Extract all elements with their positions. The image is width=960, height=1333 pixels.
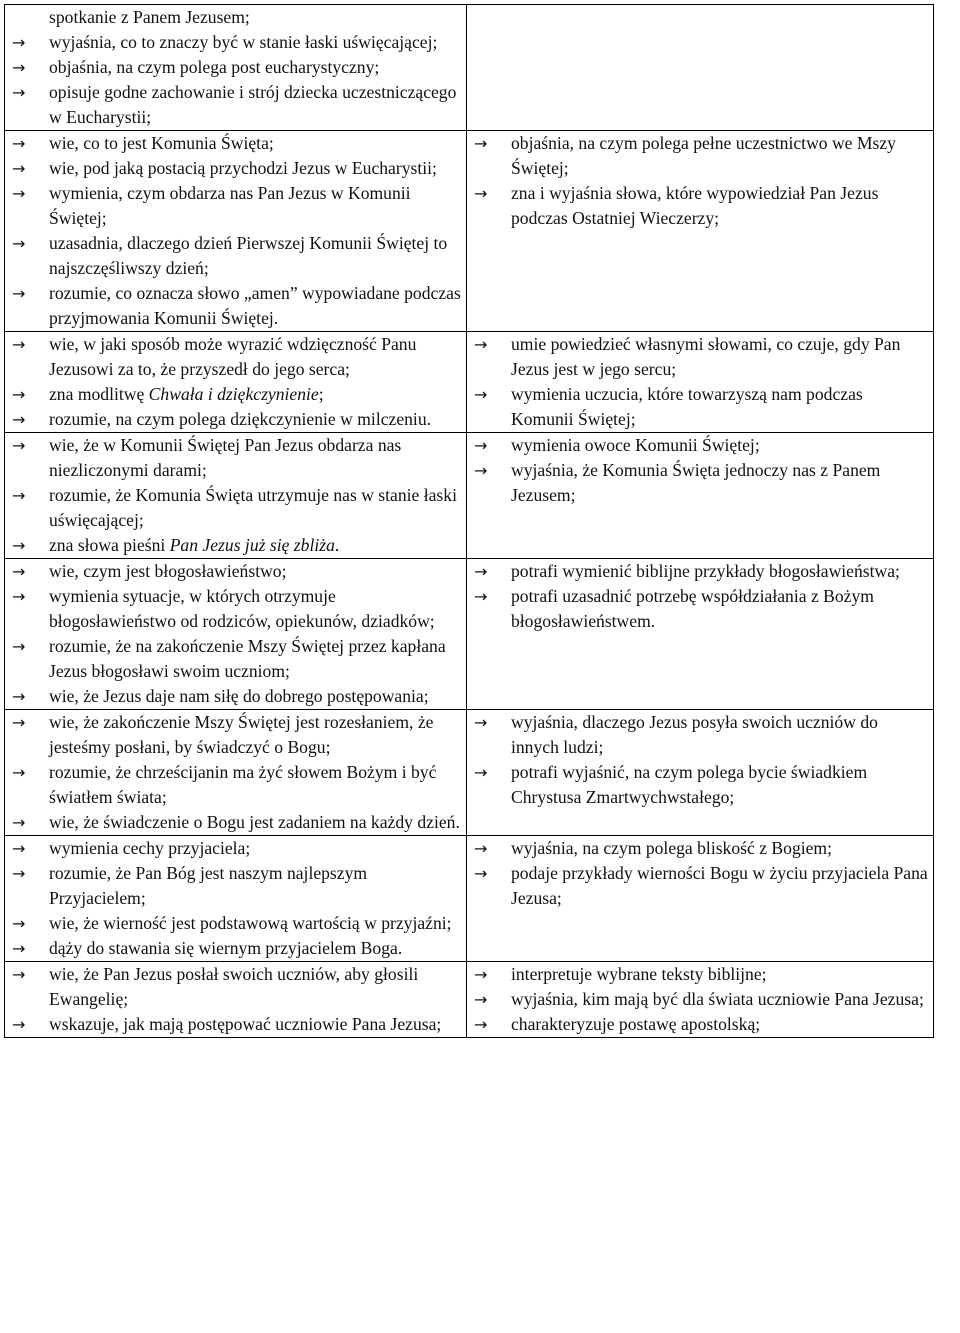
list-item [12,156,462,181]
arrow-bullet-icon: → [12,436,26,455]
item-text: dąży do stawania się wiernym przyjacielem Boga. [49,938,403,958]
list-item [12,30,462,55]
table-row [5,836,934,962]
requirements-cell-basic [5,433,467,559]
requirements-list [474,710,929,810]
item-text: podaje przykłady wierności Bogu w życiu przyjaciela Pana Jezusa; [511,863,928,908]
arrow-bullet-icon: → [12,184,26,203]
requirements-cell-basic [5,5,467,131]
item-text: objaśnia, na czym polega post eucharystyczny; [49,57,380,77]
item-text: wie, że świadczenie o Bogu jest zadaniem na każdy dzień. [49,812,460,832]
list-item [12,533,462,558]
table-row [5,433,934,559]
requirements-list [12,559,462,709]
list-item [12,5,462,30]
list-item [474,962,929,987]
requirements-list [12,710,462,835]
item-text: potrafi wyjaśnić, na czym polega bycie świadkiem Chrystusa Zmartwychwstałego; [511,762,868,807]
arrow-bullet-icon: → [12,914,26,933]
curriculum-table-body [5,5,934,1038]
arrow-bullet-icon: → [12,864,26,883]
arrow-bullet-icon: → [474,763,488,782]
arrow-bullet-icon: → [474,713,488,732]
arrow-bullet-icon: → [474,864,488,883]
table-row [5,962,934,1038]
list-item [12,483,462,533]
list-item [474,987,929,1012]
table-row [5,559,934,710]
list-item [12,684,462,709]
table-row [5,332,934,433]
item-text: wie, że wierność jest podstawową wartością w przyjaźni; [49,913,452,933]
item-text: wyjaśnia, kim mają być dla świata uczniowie Pana Jezusa; [511,989,924,1009]
table-row [5,710,934,836]
list-item [12,433,462,483]
list-item [474,181,929,231]
requirements-list [12,332,462,432]
item-text: rozumie, na czym polega dziękczynienie w milczeniu. [49,409,432,429]
list-item [12,181,462,231]
item-text: objaśnia, na czym polega pełne uczestnictwo we Mszy Świętej; [511,133,896,178]
item-text: wie, czym jest błogosławieństwo; [49,561,287,581]
arrow-bullet-icon: → [12,385,26,404]
item-text: potrafi uzasadnić potrzebę współdziałania z Bożym błogosławieństwem. [511,586,874,631]
requirements-cell-extended [467,710,934,836]
list-item [12,231,462,281]
list-item [474,433,929,458]
list-item [12,861,462,911]
requirements-cell-extended [467,332,934,433]
arrow-bullet-icon: → [474,184,488,203]
list-item [12,80,462,130]
arrow-bullet-icon: → [474,436,488,455]
list-item [12,281,462,331]
list-item [474,836,929,861]
item-text: rozumie, że chrześcijanin ma żyć słowem Bożym i być światłem świata; [49,762,437,807]
requirements-list [12,5,462,130]
requirements-list [474,433,929,508]
arrow-bullet-icon: → [474,1015,488,1034]
arrow-bullet-icon: → [474,587,488,606]
list-item [12,911,462,936]
item-text: wie, co to jest Komunia Święta; [49,133,274,153]
item-title-italic: Pan Jezus już się zbliża [169,535,335,555]
list-item [12,810,462,835]
arrow-bullet-icon: → [12,410,26,429]
item-text: potrafi wymienić biblijne przykłady błogosławieństwa; [511,561,900,581]
item-text: wyjaśnia, na czym polega bliskość z Bogiem; [511,838,833,858]
requirements-cell-extended [467,559,934,710]
arrow-bullet-icon: → [12,939,26,958]
arrow-bullet-icon: → [474,134,488,153]
item-text: wie, że Jezus daje nam siłę do dobrego postępowania; [49,686,429,706]
list-item [474,710,929,760]
arrow-bullet-icon: → [12,713,26,732]
item-text: rozumie, że Pan Bóg jest naszym najlepszym Przyjacielem; [49,863,368,908]
requirements-cell-basic [5,559,467,710]
list-item [474,760,929,810]
item-text: zna modlitwę [49,384,149,404]
requirements-cell-extended [467,5,934,131]
arrow-bullet-icon: → [12,486,26,505]
arrow-bullet-icon: → [12,33,26,52]
item-text-end: . [334,535,340,555]
item-text: charakteryzuje postawę apostolską; [511,1014,761,1034]
requirements-list [474,559,929,634]
item-text: wyjaśnia, dlaczego Jezus posyła swoich uczniów do innych ludzi; [511,712,878,757]
item-text-end: ; [318,384,324,404]
requirements-cell-basic [5,710,467,836]
item-text: wyjaśnia, że Komunia Święta jednoczy nas z Panem Jezusem; [511,460,881,505]
list-item [12,332,462,382]
list-item [12,559,462,584]
list-item [474,382,929,432]
requirements-list [474,131,929,231]
requirements-list [474,332,929,432]
list-item [474,584,929,634]
list-item [12,131,462,156]
item-text: wie, że zakończenie Mszy Świętej jest rozesłaniem, że jesteśmy posłani, by świadczyć o Bogu; [49,712,434,757]
item-text: wymienia uczucia, które towarzyszą nam podczas Komunii Świętej; [511,384,863,429]
item-text: uzasadnia, dlaczego dzień Pierwszej Komunii Świętej to najszczęśliwszy dzień; [49,233,448,278]
item-text: wymienia sytuacje, w których otrzymuje błogosławieństwo od rodziców, opiekunów, dziadków; [49,586,435,631]
item-text: wymienia owoce Komunii Świętej; [511,435,760,455]
list-item [474,131,929,181]
arrow-bullet-icon: → [12,159,26,178]
item-text: opisuje godne zachowanie i strój dziecka uczestniczącego w Eucharystii; [49,82,457,127]
item-text: rozumie, że Komunia Święta utrzymuje nas w stanie łaski uświęcającej; [49,485,457,530]
curriculum-table [4,4,934,1038]
item-text: wie, że w Komunii Świętej Pan Jezus obdarza nas niezliczonymi darami; [49,435,402,480]
arrow-bullet-icon: → [12,234,26,253]
requirements-cell-extended [467,962,934,1038]
list-item [12,760,462,810]
arrow-bullet-icon: → [474,461,488,480]
requirements-cell-extended [467,131,934,332]
item-text: zna i wyjaśnia słowa, które wypowiedział Pan Jezus podczas Ostatniej Wieczerzy; [511,183,879,228]
requirements-cell-basic [5,332,467,433]
arrow-bullet-icon: → [12,562,26,581]
table-row [5,131,934,332]
list-item [12,55,462,80]
item-text: umie powiedzieć własnymi słowami, co czuje, gdy Pan Jezus jest w jego sercu; [511,334,901,379]
arrow-bullet-icon: → [12,58,26,77]
item-text: wskazuje, jak mają postępować uczniowie Pana Jezusa; [49,1014,442,1034]
item-text: rozumie, co oznacza słowo „amen” wypowiadane podczas przyjmowania Komunii Świętej. [49,283,461,328]
arrow-bullet-icon: → [474,562,488,581]
arrow-bullet-icon: → [474,965,488,984]
arrow-bullet-icon: → [12,134,26,153]
arrow-bullet-icon: → [12,965,26,984]
list-item [474,458,929,508]
requirements-list [12,836,462,961]
arrow-bullet-icon: → [12,763,26,782]
list-item [474,861,929,911]
list-item [12,584,462,634]
list-item [12,962,462,1012]
arrow-bullet-icon: → [12,637,26,656]
item-text: wymienia cechy przyjaciela; [49,838,251,858]
list-item [12,710,462,760]
item-text: zna słowa pieśni [49,535,170,555]
list-item [12,634,462,684]
arrow-bullet-icon: → [12,839,26,858]
table-row [5,5,934,131]
requirements-cell-basic [5,962,467,1038]
requirements-list [474,836,929,911]
list-item [474,559,929,584]
item-text: wie, że Pan Jezus posłał swoich uczniów, aby głosili Ewangelię; [49,964,419,1009]
arrow-bullet-icon: → [12,284,26,303]
item-text: wie, w jaki sposób może wyrazić wdzięczność Panu Jezusowi za to, że przyszedł do jego serca; [49,334,417,379]
list-item [12,382,462,407]
requirements-list [12,962,462,1037]
item-text: wie, pod jaką postacią przychodzi Jezus w Eucharystii; [49,158,437,178]
list-item [474,332,929,382]
arrow-bullet-icon: → [12,813,26,832]
arrow-bullet-icon: → [12,536,26,555]
requirements-cell-extended [467,433,934,559]
item-text: spotkanie z Panem Jezusem; [49,7,250,27]
arrow-bullet-icon: → [12,1015,26,1034]
arrow-bullet-icon: → [12,335,26,354]
arrow-bullet-icon: → [474,385,488,404]
arrow-bullet-icon: → [12,687,26,706]
list-item [12,407,462,432]
item-text: rozumie, że na zakończenie Mszy Świętej przez kapłana Jezus błogosławi swoim uczniom; [49,636,446,681]
item-title-italic: Chwała i dziękczynienie [148,384,319,404]
arrow-bullet-icon: → [474,990,488,1009]
arrow-bullet-icon: → [12,83,26,102]
requirements-cell-basic [5,836,467,962]
requirements-list [12,131,462,331]
requirements-list [12,433,462,558]
arrow-bullet-icon: → [474,839,488,858]
requirements-cell-extended [467,836,934,962]
requirements-list [474,962,929,1037]
list-item [12,1012,462,1037]
item-text: interpretuje wybrane teksty biblijne; [511,964,767,984]
list-item [12,936,462,961]
requirements-cell-basic [5,131,467,332]
arrow-bullet-icon: → [12,587,26,606]
arrow-bullet-icon: → [474,335,488,354]
list-item [474,1012,929,1037]
list-item [12,836,462,861]
item-text: wymienia, czym obdarza nas Pan Jezus w Komunii Świętej; [49,183,411,228]
item-text: wyjaśnia, co to znaczy być w stanie łaski uświęcającej; [49,32,438,52]
